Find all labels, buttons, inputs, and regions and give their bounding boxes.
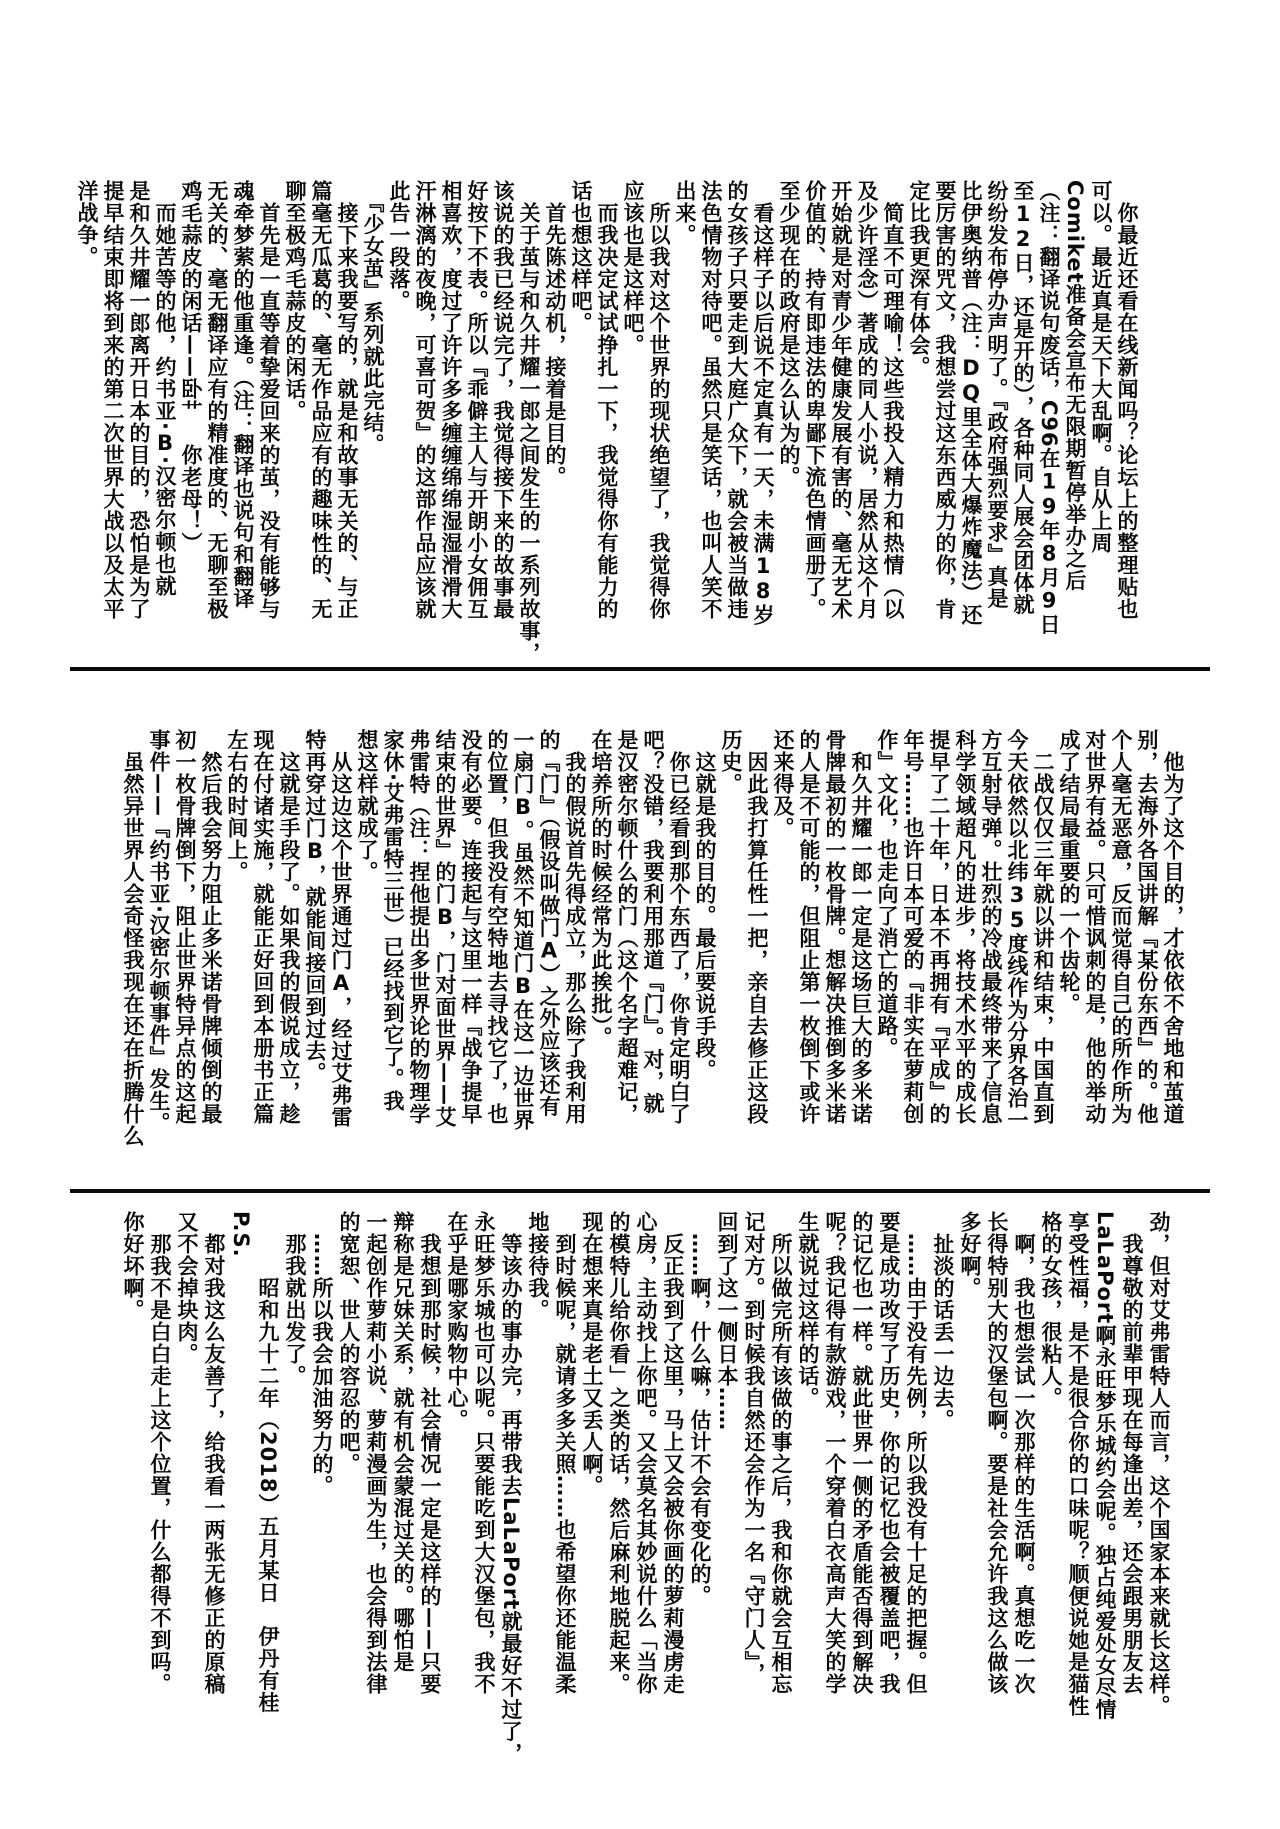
text-column: 成了结局最重要的一个齿轮。 xyxy=(1057,729,1081,1015)
text-column: 好按下不表。所以『乖僻主人与开朗小女佣互 xyxy=(465,180,489,620)
text-column: ……所以我会加油努力的。 xyxy=(310,1211,334,1497)
text-column: 的人是不可能的，但阻止第一枚倒下或许 xyxy=(797,729,821,1125)
upright-run: 35 xyxy=(1005,883,1029,933)
upright-run: 19 xyxy=(1037,469,1061,520)
text-column: 心房，主动找上你吧。又会莫名其妙说什么「当你 xyxy=(634,1211,658,1695)
text-column: 又不会掉块肉。 xyxy=(175,1211,199,1365)
text-column: 从这边这个世界通过门A，经过艾弗雷 xyxy=(329,729,353,1128)
text-column: 话也想这样吧。 xyxy=(569,180,593,334)
text-column: 的位置，但我没有空特地去寻找它了，也 xyxy=(485,729,509,1125)
text-column: 吧？没错，我要利用那道『门』。对，就 xyxy=(641,729,665,1115)
text-column: 你最近还看在线新闻吗？论坛上的整理贴也 xyxy=(1115,180,1139,620)
text-column: 我的假说首先得成立，那么除了我利用 xyxy=(563,729,587,1125)
text-column: 是汉密尔顿什么的门（这个名字超难记， xyxy=(615,729,639,1125)
text-column: 我尊敬的前辈甲现在每逢出差，还会跟男朋友去 xyxy=(1120,1211,1144,1695)
afterword-section-middle xyxy=(120,729,1186,1153)
text-column: 要厉害的咒文，我想尝过这东西威力的你，肯 xyxy=(933,180,957,620)
text-column: 开始就是对青少年健康发展有害的、毫无艺术 xyxy=(829,180,853,620)
text-column: 特再穿过门B，就能间接回到过去。 xyxy=(303,729,327,1084)
text-column: 弗雷特（注：捏他提出多世界论的物理学 xyxy=(407,729,431,1125)
upright-run: 12 xyxy=(1011,202,1035,252)
upright-run: B xyxy=(433,905,457,930)
text-column: 的『门』（假设叫做门A）之外应该还有 xyxy=(537,729,561,1118)
text-column: 在培养所的时候经常为此挨批）。 xyxy=(589,729,613,1049)
text-column: 永旺梦乐城也可以呢。只要能吃到大汉堡包，我不 xyxy=(472,1211,496,1695)
text-column: 都对我这么友善了，给我看一两张无修正的原稿 xyxy=(202,1211,226,1695)
text-column: 呢？我记得有款游戏，一个穿着白衣高声大笑的学 xyxy=(823,1211,847,1695)
text-column: 魂牵梦萦的他重逢。（注：翻译也说句和翻译 xyxy=(231,180,255,610)
text-column: 简直不可理喻！这些我投入精力和热情（以 xyxy=(881,180,905,620)
text-column: 纷纷发布停办声明了。『政府强烈要求』真是 xyxy=(985,180,1009,610)
text-column: 方互射导弹。壮烈的冷战最终带来了信息 xyxy=(979,729,1003,1125)
text-column: 无关的、毫无翻译应有的精准度的、无聊至极 xyxy=(205,180,229,620)
text-column: 定比我更深有体会。 xyxy=(907,180,931,378)
text-column: 洋战争。 xyxy=(75,180,99,268)
text-column: ……啊，什么嘛，估计不会有变化的。 xyxy=(688,1211,712,1607)
text-column: 的模特儿给你看」之类的话，然后麻利地脱起来。 xyxy=(607,1211,631,1695)
text-column: 啊，我也想尝试一次那样的生活啊。真想吃一次 xyxy=(1012,1211,1036,1695)
text-column: 科学领域超凡的进步，将技术水平的成长 xyxy=(953,729,977,1125)
text-column: 至少现在的政府是这么认为的。 xyxy=(777,180,801,488)
text-column: 扯淡的话丢一边去。 xyxy=(931,1211,955,1431)
text-column: 长得特别大的汉堡包啊。要是社会允许我这么做该 xyxy=(985,1211,1009,1695)
text-column: 个人毫无恶意，反而觉得自己的所作所为 xyxy=(1109,729,1133,1125)
text-column: 那我不是白白走上这个位置，什么都得不到吗。 xyxy=(148,1211,172,1695)
text-column: 这就是手段了。如果我的假说成立，趁 xyxy=(277,729,301,1125)
text-column: 这就是我的目的。最后要说手段。 xyxy=(693,729,717,1081)
text-column: 至12日，还是开的），各种同人展会团体就 xyxy=(1011,180,1035,616)
text-column: 想这样就成了。 xyxy=(355,729,379,883)
text-column: （注：翻译说句废话，C96在19年8月9日 xyxy=(1037,180,1061,636)
text-column: 是和久井耀一郎离开日本的目的，恐怕是为了 xyxy=(127,180,151,620)
text-column: 因此我打算任性一把，亲自去修正这段 xyxy=(745,729,769,1125)
text-column: ……由于没有先例，所以我没有十足的把握。但 xyxy=(904,1211,928,1695)
text-column: 而我决定试试挣扎一下，我觉得你有能力的 xyxy=(595,180,619,620)
text-column: 等该办的事办完，再带我去LaLaPort就最好不过了， xyxy=(499,1211,523,1765)
text-column: 多好啊。 xyxy=(958,1211,982,1299)
upright-run: A xyxy=(537,938,561,964)
text-column: 要是成功改写了历史，你的记忆也会被覆盖吧，我 xyxy=(877,1211,901,1695)
text-column: 关于茧与和久井耀一郎之间发生的一系列故事， xyxy=(517,180,541,664)
text-column: 作』文化，也走向了消亡的道路。 xyxy=(875,729,899,1059)
text-column: Comiket准备会宣布无限期暂停举办之后 xyxy=(1063,180,1087,592)
afterword-section-bottom xyxy=(119,1211,1172,1765)
upright-run: B xyxy=(511,795,535,820)
text-column: 回到了这一侧日本…… xyxy=(715,1211,739,1431)
upright-run: 18 xyxy=(751,554,775,604)
text-column: 比伊奥纳普（注：DQ里全体大爆炸魔法）还 xyxy=(959,180,983,626)
text-column: 虽然异世界人会奇怪我现在还在折腾什么 xyxy=(121,729,145,1147)
vertical-text-block-top xyxy=(74,180,1140,664)
text-column: 鸡毛蒜皮的闲话——卧艹 你老母！） xyxy=(179,180,203,554)
text-column: 所以我对这个世界的现状绝望了，我觉得你 xyxy=(647,180,671,620)
text-column: 价值的、持有即违法的卑鄙下流色情画册了。 xyxy=(803,180,827,620)
text-column: LaLaPort啊永旺梦乐城约会呢。独占纯爱处女尽情 xyxy=(1093,1211,1117,1721)
text-column: 现在付诸实施，就能正好回到本册书正篇 xyxy=(251,729,275,1125)
text-column: 历史。 xyxy=(719,729,743,795)
text-column: 该说的我已经说完了，我觉得接下来的故事最 xyxy=(491,180,515,620)
vertical-text-block-middle xyxy=(120,729,1186,1153)
section-divider xyxy=(70,667,1210,671)
text-column: 左右的时间上。 xyxy=(225,729,249,883)
text-column: 一扇门B。虽然不知道门B在这一边世界 xyxy=(511,729,535,1131)
upright-run: B xyxy=(303,839,327,864)
text-column: 相喜欢，度过了许许多多缠缠绵绵湿湿滑滑大 xyxy=(439,180,463,620)
text-column: 劲，但对艾弗雷特人而言，这个国家本来就长这样。 xyxy=(1147,1211,1171,1717)
text-column: 那我就出发了。 xyxy=(283,1211,307,1387)
text-column: 你已经看到那个东西了，你肯定明白了 xyxy=(667,729,691,1125)
text-column: 聊至极鸡毛蒜皮的闲话。 xyxy=(283,180,307,422)
text-column: 事件——『约书亚·汉密尔顿事件』发生。 xyxy=(147,729,171,1134)
text-column: 地接待我。 xyxy=(526,1211,550,1321)
vertical-text-block-bottom xyxy=(119,1211,1172,1765)
text-column: 提早结束即将到来的第二次世界大战以及太平 xyxy=(101,180,125,620)
section-divider xyxy=(70,1189,1210,1193)
text-column: 然后我会努力阻止多米诺骨牌倾倒的最 xyxy=(199,729,223,1125)
text-column: 别，去海外各国讲解『某份东西』的。他 xyxy=(1135,729,1159,1125)
text-column: 对世界有益。只可惜讽刺的是，他的举动 xyxy=(1083,729,1107,1125)
text-column: 所以做完所有该做的事之后，我和你就会互相忘 xyxy=(769,1211,793,1695)
text-column: 格的女孩，很粘人。 xyxy=(1039,1211,1063,1409)
text-column: 骨牌最初的一枚骨牌。想解决推倒多米诺 xyxy=(823,729,847,1125)
text-column: 篇毫无瓜葛的、毫无作品应有的趣味性的、无 xyxy=(309,180,333,620)
text-column: 生就说过这样的话。 xyxy=(796,1211,820,1409)
text-column: 的宽恕、世人的容忍的吧。 xyxy=(337,1211,361,1475)
text-column: 及少许淫念）著成的同人小说，居然从这个月 xyxy=(855,180,879,620)
text-column: 他为了这个目的，才依依不舍地和茧道 xyxy=(1161,729,1185,1125)
text-column: 到时候呢，就请多多关照……也希望你还能温柔 xyxy=(553,1211,577,1695)
text-column: 年号……也许日本可爱的『非实在萝莉创 xyxy=(901,729,925,1125)
text-column: 出来。 xyxy=(673,180,697,246)
upright-run: A xyxy=(329,971,353,996)
text-column: 首先陈述动机，接着是目的。 xyxy=(543,180,567,488)
upright-run: DQ xyxy=(959,356,983,406)
text-column: 此告一段落。 xyxy=(387,180,411,312)
text-column: P.S. xyxy=(229,1211,253,1258)
text-column: 我想到那时候，社会情况一定是这样的——只要 xyxy=(418,1211,442,1695)
text-column: 接下来我要写的，就是和故事无关的、与正 xyxy=(335,180,359,620)
text-column: 一起创作萝莉小说、萝莉漫画为生，也会得到法律 xyxy=(364,1211,388,1695)
text-column: 看这样子以后说不定真有一天，未满18岁 xyxy=(751,180,775,626)
text-column: 记对方。到时候我自然还会作为一名『守门人』， xyxy=(742,1211,766,1685)
text-column: 和久井耀一郎一定是这场巨大的多米诺 xyxy=(849,729,873,1125)
text-column: 应该也是这样吧。 xyxy=(621,180,645,356)
text-column: 汗淋漓的夜晚，可喜可贺』的这部作品应该就 xyxy=(413,180,437,620)
text-column: 的记忆也一样。就此世界一侧的矛盾能否得到解决 xyxy=(850,1211,874,1695)
upright-run: 9 xyxy=(1037,588,1061,614)
text-column: 现在想来真是老土又丢人啊。 xyxy=(580,1211,604,1497)
text-column: 辩称是兄妹关系，就有机会蒙混过关的。哪怕是 xyxy=(391,1211,415,1673)
text-column: 反正我到了这里，马上又会被你画的萝莉漫虏走 xyxy=(661,1211,685,1695)
text-column: 的女孩子只要走到大庭广众下，就会被当做违 xyxy=(725,180,749,620)
text-column: 今天依然以北纬35度线作为分界各治一 xyxy=(1005,729,1029,1131)
text-column: 可以。最近真是天下大乱啊。自从上周 xyxy=(1089,180,1113,554)
text-column: 还来得及。 xyxy=(771,729,795,839)
text-column: 昭和九十二年（2018）五月某日 伊丹有桂 xyxy=(256,1211,280,1714)
text-column: 而她苦等的他，约书亚·B·汉密尔顿也就 xyxy=(153,180,177,597)
afterword-section-top xyxy=(74,180,1140,664)
text-column: 初一枚骨牌倒下，阻止世界特异点的这起 xyxy=(173,729,197,1125)
upright-run: B xyxy=(153,430,177,456)
text-column: 法色情物对待吧。虽然只是笑话，也叫人笑不 xyxy=(699,180,723,620)
text-column: 享受性福，是不是很合你的口味呢？顺便说她是猫性 xyxy=(1066,1211,1090,1717)
text-column: 首先是一直等着挚爱回来的茧，没有能够与 xyxy=(257,180,281,620)
text-column: 没有必要。连接起与这里一样『战争提早 xyxy=(459,729,483,1125)
text-column: 二战仅仅三年就以讲和结束，中国直到 xyxy=(1031,729,1055,1125)
text-column: 『少女茧』系列就此完结。 xyxy=(361,180,385,456)
text-column: 结束的世界』的门B，门对面世界——艾 xyxy=(433,729,457,1128)
text-column: 提早了二十年，日本不再拥有『平成』的 xyxy=(927,729,951,1125)
text-column: 你好坏啊。 xyxy=(121,1211,145,1321)
text-column: 在乎是哪家购物中心。 xyxy=(445,1211,469,1431)
upright-run: 8 xyxy=(1037,541,1061,567)
text-column: 家休·艾弗雷特三世）已经找到它了。我 xyxy=(381,729,405,1112)
upright-run: B xyxy=(511,974,535,999)
